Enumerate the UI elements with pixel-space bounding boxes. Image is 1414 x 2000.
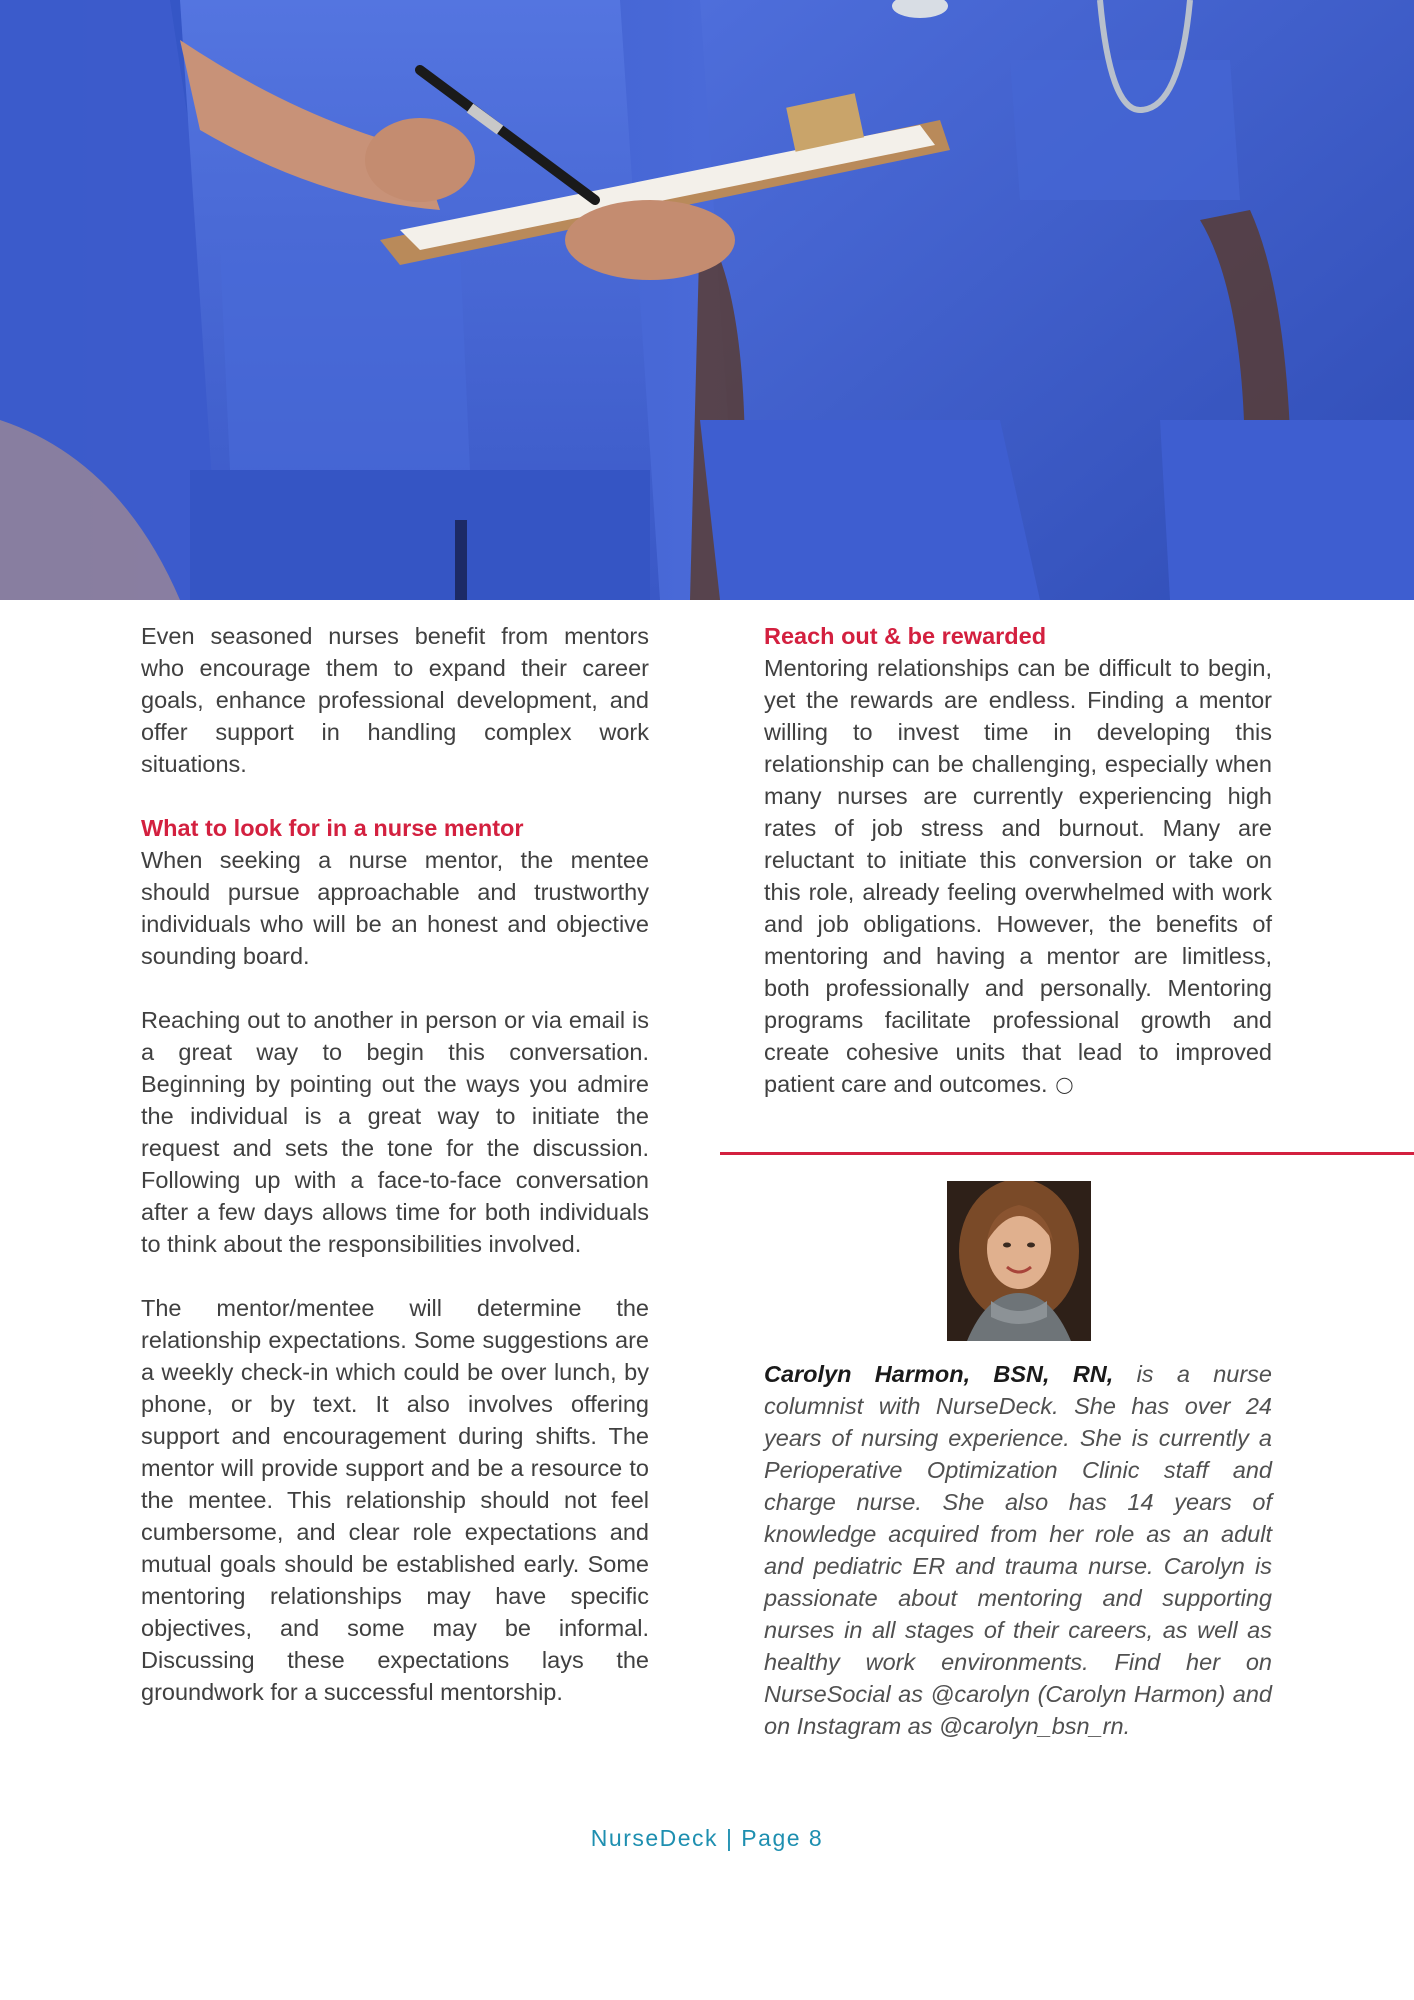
- intro-paragraph: Even seasoned nurses benefit from mentors who encourage them to expand their career goals, enhance professional development, and offer support in handling complex work situations.: [141, 623, 649, 777]
- nurses-with-clipboard-illustration: [0, 0, 1414, 600]
- author-portrait-icon: [947, 1181, 1091, 1341]
- author-photo: [947, 1181, 1091, 1341]
- article-end-icon: ◯: [1055, 1077, 1074, 1094]
- right-column: [764, 620, 1272, 1102]
- author-bio-text: is a nurse columnist with NurseDeck. She has over 24 years of nursing experience. She is currently a Perioperative Optimization Clinic staff and charge nurse. She also has 14 years of knowledge acquired from her role as an adult and pediatric ER and trauma nurse. Carolyn is passionate about mentoring and supporting nurses in all stages of their careers, as well as healthy work environments. Find her on NurseSocial as @carolyn (Carolyn Harmon) and on Instagram as @carolyn_bsn_rn.: [764, 1361, 1272, 1739]
- mentor-paragraph-3: The mentor/mentee will determine the relationship expectations. Some suggestions are a weekly check-in which could be over lunch, by phone, or by text. It also involves offering support and encouragement during shifts. The mentor will provide support and be a resource to the mentee. This relationship should not feel cumbersome, and clear role expectations and mutual goals should be established early. Some mentoring relationships may have specific objectives, and some may be informal. Discussing these expectations lays the groundwork for a successful mentorship.: [141, 1295, 649, 1705]
- reach-out-paragraph: [764, 652, 1272, 1102]
- page-footer: NurseDeck | Page 8: [590, 1825, 824, 1851]
- mentor-paragraph-1: When seeking a nurse mentor, the mentee should pursue approachable and trustworthy individuals who will be an honest and objective sounding board.: [141, 847, 649, 969]
- mentor-paragraph-2: Reaching out to another in person or via email is a great way to begin this conversation. Beginning by pointing out the ways you admire the individual is a great way to initiate the request and sets the tone for the discussion. Following up with a face-to-face conversation after a few days allows time for both individuals to think about the responsibilities involved.: [141, 1007, 649, 1257]
- reach-out-text: Mentoring relationships can be difficult to begin, yet the rewards are endless. Finding a mentor willing to invest time in developing this relationship can be challenging, especially when many nurses are currently experiencing high rates of job stress and burnout. Many are reluctant to initiate this conversion or take on this role, already feeling overwhelmed with work and job obligations. However, the benefits of mentoring and having a mentor are limitless, both professionally and personally. Mentoring programs facilitate professional growth and create cohesive units that lead to improved patient care and outcomes.: [764, 655, 1272, 1097]
- hero-photo: [0, 0, 1414, 600]
- left-column: [141, 620, 649, 1708]
- section-heading-reach-out: Reach out & be rewarded: [764, 623, 1047, 649]
- author-bio: [764, 1358, 1272, 1742]
- section-heading-mentor: What to look for in a nurse mentor: [141, 815, 524, 841]
- section-divider: [720, 1152, 1414, 1155]
- author-name: Carolyn Harmon, BSN, RN,: [764, 1361, 1114, 1387]
